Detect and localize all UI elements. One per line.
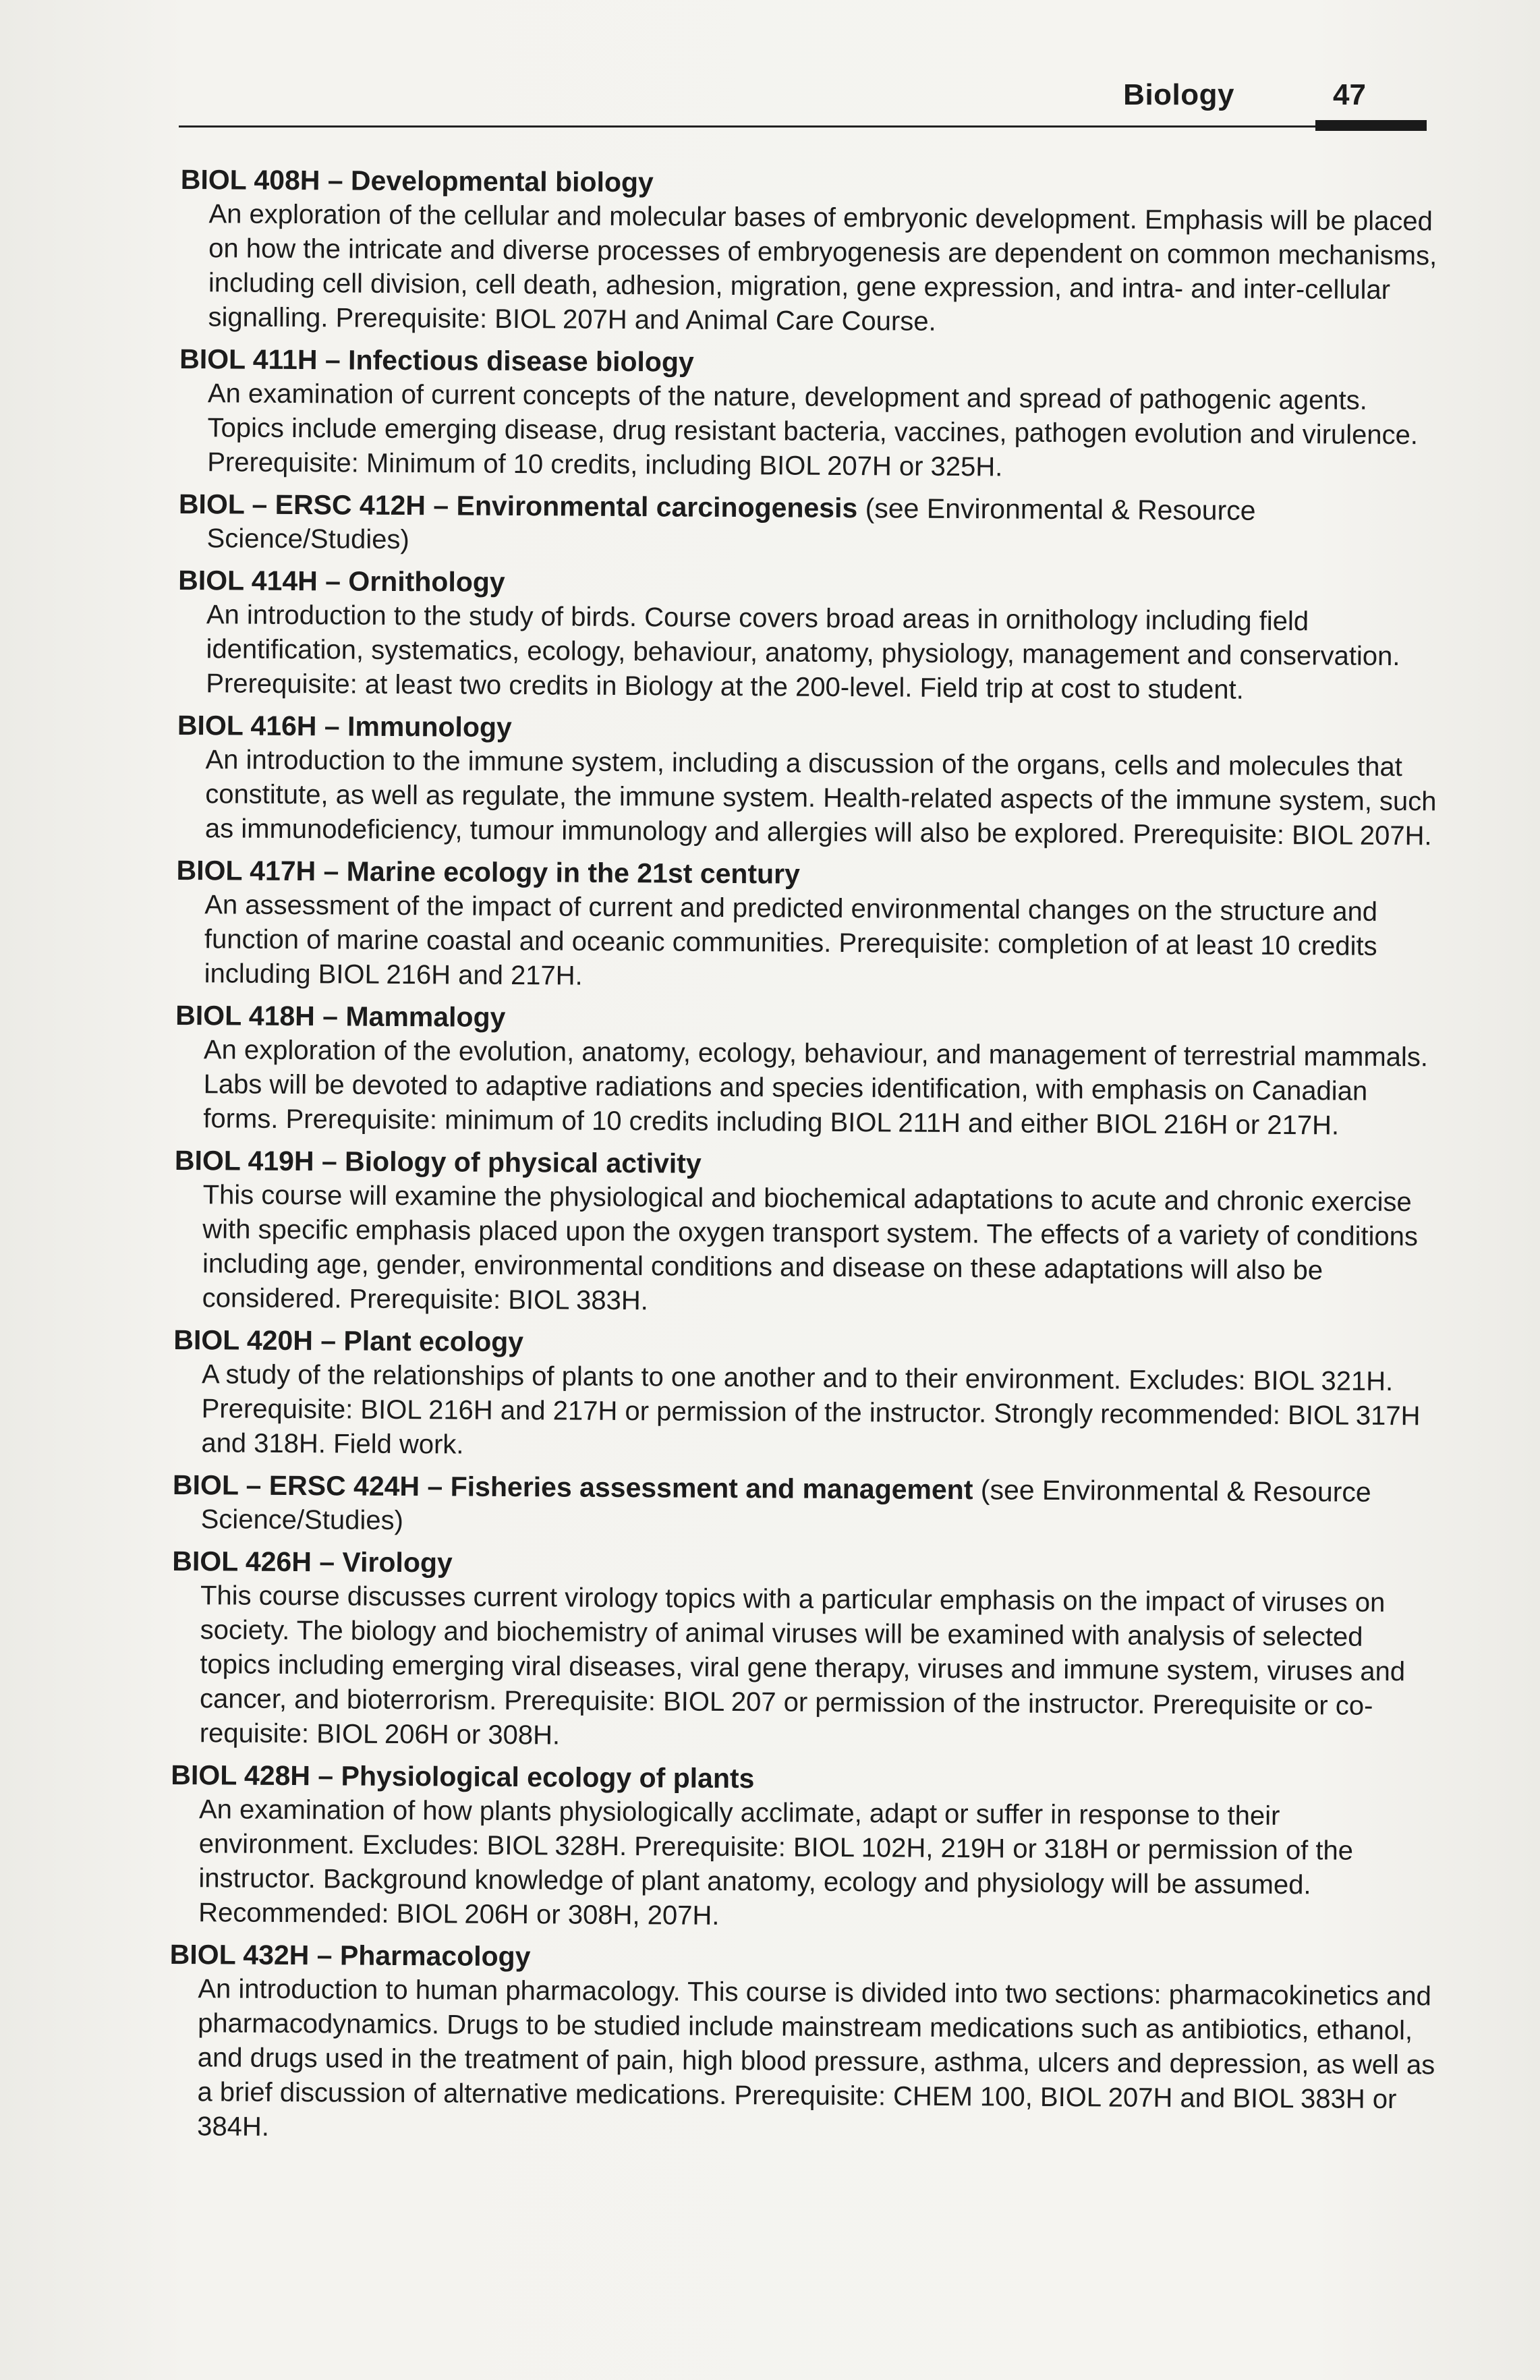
course-description: An exploration of the evolution, anatomy, ecology, behaviour, and management of terrestrial mammals. Labs will be devoted to adaptive radiations and species identification, with emphasis on Canadian forms. Prerequisite: minimum of 10 credits including BIOL 211H and either BIOL 216H or 217H. <box>203 1035 1429 1141</box>
section-title: Biology <box>1123 78 1234 111</box>
course-description: An exploration of the cellular and molecular bases of embryonic development. Emphasis will be placed on how the intricate and diverse processes of embryogenesis are dependent on common mechanisms, including cell division, cell death, adhesion, migration, gene expression, and intra- and inter-cellular signalling. Prerequisite: BIOL 207H and Animal Care Course. <box>208 199 1437 337</box>
cross-reference-continued: Science/Studies) <box>206 523 409 555</box>
course-title: BIOL – ERSC 412H – Environmental carcinogenesis <box>178 488 858 524</box>
course-description: An examination of current concepts of the nature, development and spread of pathogenic agents. Topics include emerging disease, drug resistant bacteria, vaccines, pathogen evolution and virulence. Prerequisite: Minimum of 10 credits, including BIOL 207H or 325H. <box>207 378 1419 482</box>
course-description: This course discusses current virology topics with a particular emphasis on the impact of viruses on society. The biology and biochemistry of animal viruses will be examined with analysis of selected topics including emerging viral diseases, viral gene therapy, viruses and immune system, viruses and cancer, and bioterrorism. Prerequisite: BIOL 207 or permission of the instructor. Prerequisite or co-requisite: BIOL 206H or 308H. <box>199 1581 1406 1751</box>
course-title: BIOL 432H – Pharmacology <box>169 1938 531 1973</box>
course-description: A study of the relationships of plants to one another and to their environment. Excludes: BIOL 321H. Prerequisite: BIOL 216H and 217H or permission of the instructor. Strongly recommended: BIOL 317H and 318H. Field work. <box>201 1359 1421 1460</box>
course-title: BIOL 417H – Marine ecology in the 21st century <box>176 854 801 890</box>
course-entry <box>178 486 1447 563</box>
course-entry <box>171 1543 1441 1758</box>
course-entry <box>169 1937 1438 2151</box>
course-description: An introduction to the immune system, including a discussion of the organs, cells and molecules that constitute, as well as regulate, the immune system. Health-related aspects of the immune system, such as immunodeficiency, tumour immunology and allergies will also be explored. Prerequisite: BIOL 207H. <box>204 745 1437 851</box>
cross-reference: (see Environmental & Resource <box>980 1474 1371 1508</box>
course-title: BIOL 414H – Ornithology <box>178 564 505 598</box>
course-title: BIOL 418H – Mammalogy <box>175 999 506 1033</box>
page-header <box>179 73 1427 134</box>
header-rule <box>179 125 1427 128</box>
course-title: BIOL 426H – Virology <box>172 1545 453 1579</box>
course-title: BIOL 416H – Immunology <box>177 709 512 743</box>
cross-reference: (see Environmental & Resource <box>865 492 1256 526</box>
course-title: BIOL 420H – Plant ecology <box>173 1324 524 1358</box>
course-entry <box>179 341 1448 487</box>
course-description: An introduction to human pharmacology. This course is divided into two sections: pharmacokinetics and pharmacodynamics. Drugs to be studied include mainstream medications such as antibiotics, ethanol, and drugs used in the treatment of pain, high blood pressure, asthma, ulcers and depression, as well as a brief discussion of alternative medications. Prerequisite: CHEM 100, BIOL 207H and BIOL 383H or 384H. <box>197 1974 1435 2142</box>
course-entry <box>173 1322 1442 1468</box>
course-entry <box>170 1757 1439 1937</box>
course-title: BIOL 428H – Physiological ecology of plants <box>171 1759 755 1794</box>
header-bar-block <box>1315 120 1427 131</box>
course-description: An examination of how plants physiologically acclimate, adapt or suffer in response to their environment. Excludes: BIOL 328H. Prerequisite: BIOL 102H, 219H or 318H or permission of the instructor. Background knowledge of plant anatomy, ecology and physiology will be assumed. Recommended: BIOL 206H or 308H, 207H. <box>198 1794 1354 1931</box>
course-entry <box>173 1467 1442 1544</box>
course-title: BIOL 419H – Biology of physical activity <box>174 1144 702 1179</box>
course-entry <box>174 1143 1444 1323</box>
course-entry <box>179 162 1449 342</box>
course-title: BIOL 411H – Infectious disease biology <box>179 343 694 378</box>
course-list <box>169 162 1449 2158</box>
course-entry <box>175 998 1444 1143</box>
course-title: BIOL – ERSC 424H – Fisheries assessment and management <box>172 1469 973 1506</box>
course-description: An assessment of the impact of current and predicted environmental changes on the structure and function of marine coastal and oceanic communities. Prerequisite: completion of at least 10 credits including BIOL 216H and 217H. <box>204 890 1378 991</box>
cross-reference-continued: Science/Studies) <box>200 1504 403 1536</box>
course-description: An introduction to the study of birds. Course covers broad areas in ornithology including field identification, systematics, ecology, behaviour, anatomy, physiology, management and conservation. Prerequisite: at least two credits in Biology at the 200-level. Field trip at cost to student. <box>206 600 1400 705</box>
course-description: This course will examine the physiological and biochemical adaptations to acute and chronic exercise with specific emphasis placed upon the oxygen transport system. The effects of a variety of conditions including age, gender, environmental conditions and disease on these adaptations will also be considered. Prerequisite: BIOL 383H. <box>202 1180 1419 1316</box>
course-entry <box>177 708 1446 853</box>
course-title: BIOL 408H – Developmental biology <box>180 163 654 198</box>
page-number: 47 <box>1333 78 1366 111</box>
course-entry <box>175 853 1444 998</box>
course-entry <box>177 563 1446 708</box>
